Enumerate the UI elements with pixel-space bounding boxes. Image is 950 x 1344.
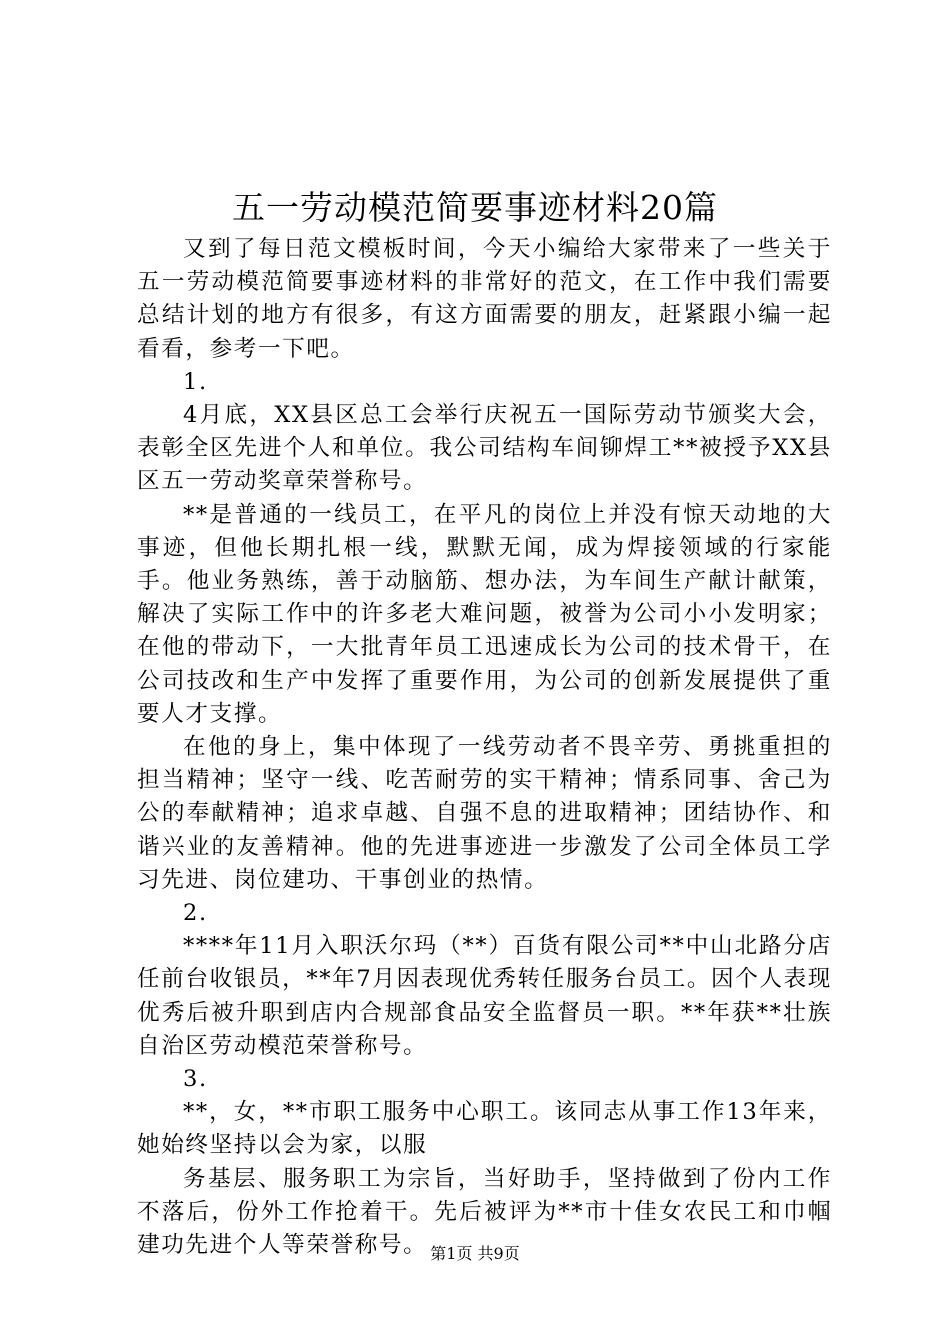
page-footer: 第1页 共9页 [430,1244,520,1263]
section-number-3: 3. [183,1066,208,1093]
section-number-1: 1. [183,368,208,395]
paragraph: 务基层、服务职工为宗旨，当好助手，坚持做到了份内工作不落后，份外工作抢着干。先后被评为**市十佳女农民工和巾帼建功先进个人等荣誉称号。 [137,1165,832,1259]
paragraph: **，女，**市职工服务中心职工。该同志从事工作13年来，她始终坚持以会为家，以服 [137,1099,832,1159]
paragraph: 4月底，XX县区总工会举行庆祝五一国际劳动节颁奖大会，表彰全区先进个人和单位。我公司结构车间铆焊工**被授予XX县区五一劳动奖章荣誉称号。 [137,402,832,495]
paragraph: 在他的身上，集中体现了一线劳动者不畏辛劳、勇挑重担的担当精神；坚守一线、吃苦耐劳的实干精神；情系同事、舍己为公的奉献精神；追求卓越、自强不息的进取精神；团结协作、和谐兴业的友善精神。他的先进事迹进一步激发了公司全体员工学习先进、岗位建功、干事创业的热情。 [137,734,832,893]
paragraph: **是普通的一线员工，在平凡的岗位上并没有惊天动地的大事迹，但他长期扎根一线，默默无闻，成为焊接领域的行家能手。他业务熟练，善于动脑筋、想办法，为车间生产献计献策，解决了实际工作中的许多老大难问题，被誉为公司小小发明家；在他的带动下，一大批青年员工迅速成长为公司的技术骨干，在公司技改和生产中发挥了重要作用，为公司的创新发展提供了重要人才支撑。 [137,501,832,727]
paragraph: ****年11月入职沃尔玛（**）百货有限公司**中山北路分店任前台收银员，**年7月因表现优秀转任服务台员工。因个人表现优秀后被升职到店内合规部食品安全监督员一职。**年获**壮族自治区劳动模范荣誉称号。 [137,933,832,1059]
document-title: 五一劳动模范简要事迹材料20篇 [232,188,718,227]
paragraph-intro: 又到了每日范文模板时间，今天小编给大家带来了一些关于五一劳动模范简要事迹材料的非常好的范文，在工作中我们需要总结计划的地方有很多，有这方面需要的朋友，赶紧跟小编一起看看，参考一下吧。 [137,236,832,362]
document-body [137,233,832,1262]
section-number-2: 2. [183,900,208,927]
